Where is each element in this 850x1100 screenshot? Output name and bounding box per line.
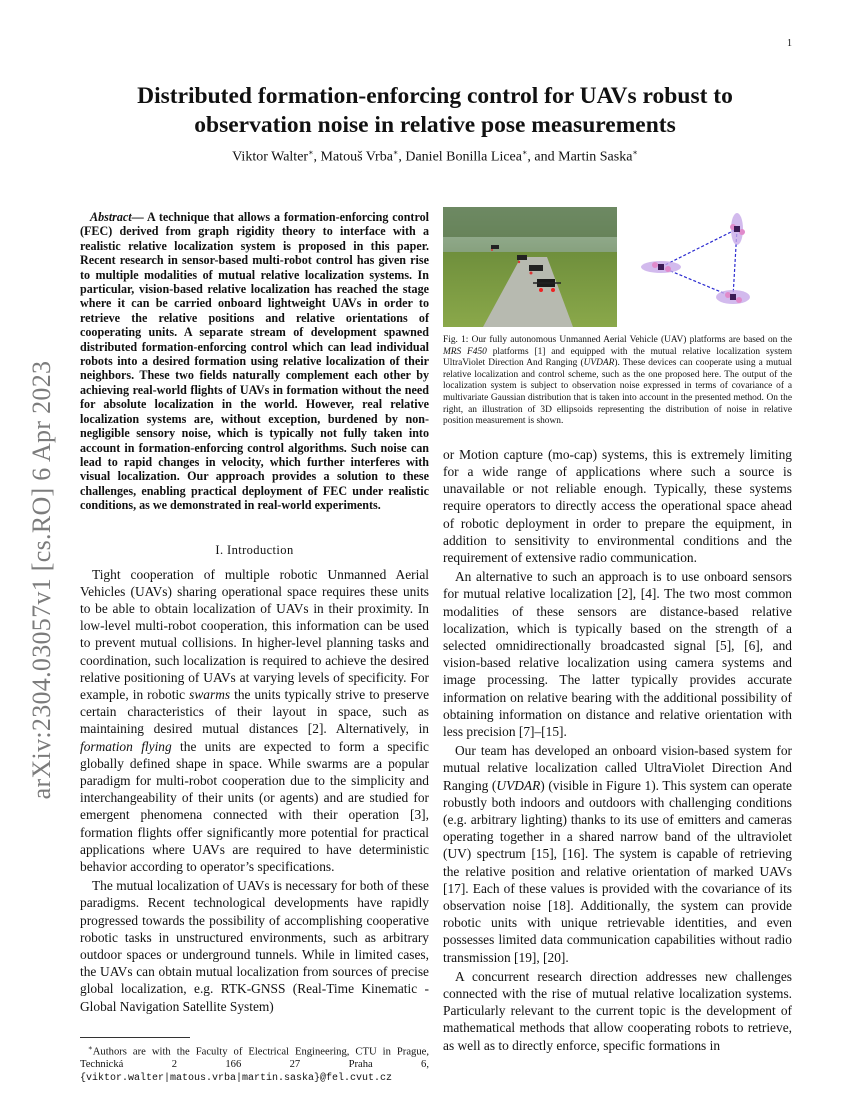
figure-caption bbox=[443, 335, 792, 428]
page-number: 1 bbox=[787, 38, 792, 49]
right-column bbox=[443, 205, 792, 1054]
text-run: platforms [1] and equipped with the mutual relative localization system UltraViolet Direction And Ranging ( bbox=[443, 346, 792, 369]
text-run: ) (visible in Figure 1). This system can operate robustly both indoors and outdoors with challenging conditions (e.g. arbitrary lighting) thanks to its use of emitters and cameras operating together in a shared narrow band of the ultraviolet (UV) spectrum [15], [16]. The system is capable of retrieving the relative position and relative orientation of marked UAVs [17]. Each of these values is provided with the covariance of its observation noise [18]. Additionally, the system can provide robotic units with unique retrievable identities, and even possesses limited data communication capabilities without radio transmission [19], [20]. bbox=[443, 777, 793, 965]
emphasis: UVDAR bbox=[496, 777, 541, 793]
text-run: Fig. 1: Our fully autonomous Unmanned Aerial Vehicle (UAV) platforms are based on the bbox=[443, 335, 792, 345]
ellipsoid-diagram bbox=[621, 205, 791, 329]
body-paragraph: An alternative to such an approach is to use onboard sensors for mutual relative localization [2], [4]. The two most common modalities of these sensors are distance-based relative localization, which is typically based on the strength of a selected omnidirectionally broadcasted signal [5], [6], and vision-based relative localization using camera systems and image processing. The latter typically provides accurate information on relative bearing with the additional possibility of obtaining information on distance and relative orientation with less precision [7]–[15]. bbox=[443, 569, 792, 739]
uav-photo bbox=[443, 207, 617, 327]
emphasis: UVDAR bbox=[583, 358, 615, 369]
footnote bbox=[80, 1042, 429, 1086]
author-separator: , bbox=[398, 149, 406, 165]
arxiv-stamp bbox=[22, 300, 62, 860]
text-run: Tight cooperation of multiple robotic Unmanned Aerial Vehicles (UAVs) sharing operational space requires these units to be able to obtain localization of UAVs in their proximity. In low-level multi-robot cooperation, this information can be used to prevent mutual collisions. In higher-level planning tasks and coordination, such localization is required to achieve the desired relative positioning of UAVs at varying levels of specificity. For example, in robotic bbox=[80, 566, 429, 702]
abstract bbox=[80, 210, 429, 513]
abstract-text: A technique that allows a formation-enforcing control (FEC) derived from graph rigidity theory to interface with a realistic relative localization system is proposed in this paper. Recent research in sensor-based multi-robot control has given rise to multiple modalities of mutual relative localization systems. In particular, vision-based relative localization has reached the stage where it can be carried onboard lightweight UAVs in order to retrieve the relative positions and relative orientations of cooperating units. A separate stream of development spawned distributed formation-enforcing control which can lead individual robots into a desired formation using relative localization of their neighbors. These two fields naturally complement each other by achieving real-world flights of UAVs in formation without the need for absolute localization in the world. However, real relative localization systems are, without exception, burdened by non-negligible sensory noise, which is typically not fully taken into account in formation-enforcing control algorithms. Such noise can lead to rapid changes in velocity, which further interferes with visual localization. Our approach provides a solution to these challenges, enabling practical deployment of FEC under realistic conditions, as we demonstrated in real-world experiments. bbox=[80, 210, 429, 513]
text-run: Our team has developed an onboard vision-based system for mutual relative localization called UltraViolet Direction And Ranging ( bbox=[443, 743, 792, 793]
uav-node bbox=[641, 261, 681, 273]
footnote-divider bbox=[80, 1037, 190, 1038]
paper-title: Distributed formation-enforcing control for UAVs robust to observation noise in relative pose measurements bbox=[137, 83, 733, 138]
text-run: the units are expected to form a specific globally defined shape in space. While swarms are a popular paradigm for multi-robot cooperation due to the simplicity and interchangeability of their units (or agents) and are studied for emergent phenomena connected with their operation [3], formation flights offer significantly more potential for practical applications where UAVs are required to have deterministic behavior according to operator’s specifications. bbox=[80, 738, 429, 874]
text-run: the units typically strive to preserve certain characteristics of their layout in space, such as maintaining desired mutual distances [2]. Alternatively, in bbox=[80, 686, 430, 737]
emphasis: MRS F450 bbox=[443, 346, 487, 357]
intro-paragraph: The mutual localization of UAVs is necessary for both of these paradigms. Recent technological developments have rapidly progressed towards the possibility of accomplishing cooperative robotic tasks in unstructured environments, such as arbitrary outdoor spaces or underground tunnels. While in limited cases, the UAVs can obtain mutual localization from sources of precise global localization, e.g. RTK-GNSS (Real-Time Kinematic - Global Navigation Satellite System) bbox=[80, 878, 429, 1014]
footnote-mark: ∗ bbox=[88, 1043, 93, 1052]
footnote-text: Authors are with the Faculty of Electrical Engineering, CTU in Prague, Technická 2 166 27 Praha 6, bbox=[80, 1046, 429, 1071]
author-mark: ∗ bbox=[632, 148, 638, 157]
emphasis: swarms bbox=[189, 686, 231, 702]
author-emails: {viktor.walter|matous.vrba|martin.saska}@fel.cvut.cz bbox=[80, 1073, 393, 1085]
author-mark: ∗ bbox=[392, 148, 399, 157]
section-heading-introduction: I. Introduction bbox=[215, 542, 294, 557]
right-body bbox=[443, 446, 792, 1054]
author-mark: ∗ bbox=[308, 148, 314, 157]
author-name: Martin Saska bbox=[558, 149, 633, 165]
left-column bbox=[80, 210, 429, 1085]
body-paragraph bbox=[443, 742, 792, 966]
intro-paragraph bbox=[80, 566, 429, 876]
author-name: Viktor Walter bbox=[232, 149, 309, 165]
author-separator: , bbox=[313, 149, 321, 165]
uav-node bbox=[716, 290, 750, 304]
body-paragraph: A concurrent research direction addresses new challenges connected with the rise of mutual relative localization systems. Particularly relevant to the current topic is the development of mathematical methods that allow cooperating robots to retrieve, as well as to directly enforce, specific formations in bbox=[443, 968, 792, 1053]
author-list bbox=[80, 148, 790, 166]
figure-1 bbox=[443, 205, 792, 329]
author-mark: ∗ bbox=[521, 148, 528, 157]
emphasis: formation flying bbox=[80, 738, 172, 754]
abstract-dash: — bbox=[131, 210, 147, 224]
author-separator: , and bbox=[527, 149, 559, 165]
arxiv-id: arXiv:2304.03057v1 [cs.RO] 6 Apr 2023 bbox=[27, 360, 56, 800]
abstract-label: Abstract bbox=[90, 210, 132, 224]
body-paragraph: or Motion capture (mo-cap) systems, this is extremely limiting for a wide range of applications where such a source is unavailable or not reliable enough. Typically, these systems require operators to directly access the operational space ahead of robotic deployment in order to prepare the equipment, in addition to sensitivity to environmental conditions and the requirement of extensive radio communication. bbox=[443, 446, 792, 565]
author-name: Matouš Vrba bbox=[320, 149, 393, 165]
author-name: Daniel Bonilla Licea bbox=[405, 149, 522, 165]
text-run: ). These devices can cooperate using a mutual relative localization and control scheme, such as the one proposed here. The output of the localization system is subject to observation noise expressed in terms of covariance of a multivariate Gaussian distribution that is taken into account in the presented method. On the right, an illustration of 3D ellipsoids representing the distribution of noise in relative position measurement is shown. bbox=[443, 358, 793, 427]
uav-node bbox=[730, 213, 745, 245]
